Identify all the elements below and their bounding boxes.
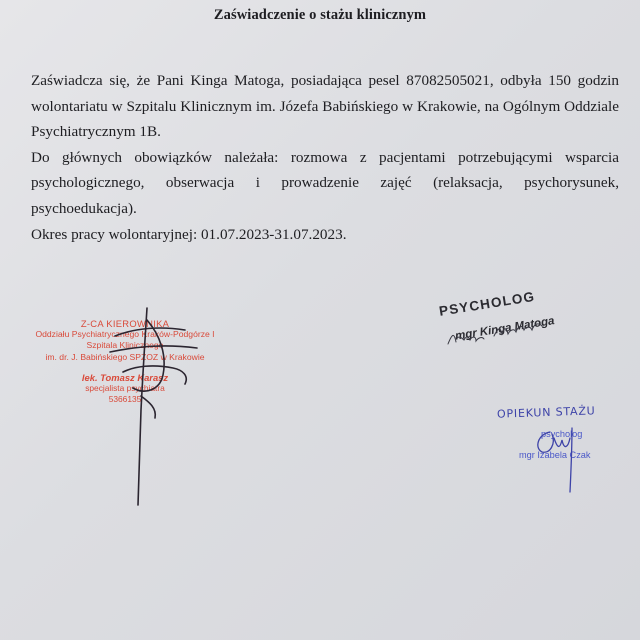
stamp-line: Szpitala Klinicznego (86, 340, 164, 351)
paragraph-certification: Zaświadcza się, że Pani Kinga Matoga, posiadająca pesel 87082505021, odbyła 150 godzin wolontariatu w Szpitalu Klinicznym im. Józefa Babińskiego w Krakowie, na Ogólnym Oddziale Psychiatrycznym 1B. (31, 72, 619, 141)
stamp-line: Oddziału Psychiatrycznego Kraków-Podgórze I (35, 329, 215, 340)
director-signature (105, 300, 215, 510)
stamp-specialty: specjalista psychiatra (85, 383, 165, 394)
stamp-line: Z-CA KIEROWNIKA (80, 318, 170, 329)
paragraph-duties: Do głównych obowiązków należała: rozmowa z pacjentami potrzebującymi wsparcia psychologicznego, obserwacja i prowadzenie zajęć (relaksacja, psychorysunek, psychoedukacja). (31, 148, 619, 217)
document-title: Zaświadczenie o stażu klinicznym (213, 7, 427, 23)
supervisor-name: mgr Izabela Czak (519, 450, 591, 460)
document-body (31, 68, 619, 247)
supervisor-signature (528, 420, 588, 495)
supervisor-role: psycholog (541, 429, 583, 439)
psychologist-name: mgr Kinga Matoga (454, 315, 556, 343)
stamp-doctor-name: lek. Tomasz Karasz (81, 371, 169, 383)
psychologist-heading: PSYCHOLOG (438, 288, 537, 319)
stamp-line: im. dr. J. Babińskiego SPZOZ w Krakowie (45, 351, 205, 362)
stamp-number: 5366135 (108, 394, 142, 405)
paragraph-period: Okres pracy wolontaryjnej: 01.07.2023-31.07.2023. (31, 225, 347, 243)
supervisor-label: OPIEKUN STAŻU (496, 404, 596, 421)
psychologist-signature (442, 314, 562, 354)
